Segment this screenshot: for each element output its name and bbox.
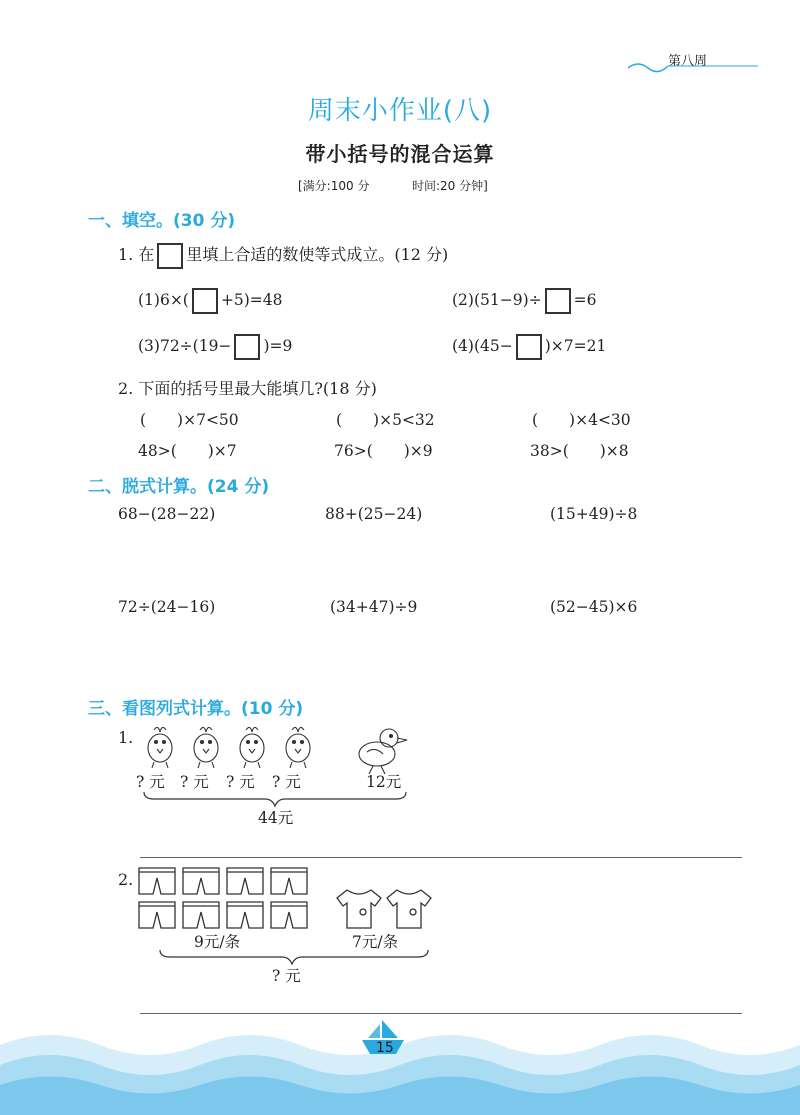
q1-suffix: 里填上合适的数使等式成立。(12 分) [186,245,449,264]
total-price-2: ? 元 [272,967,301,985]
total-price-1: 44元 [258,809,294,827]
time-limit: 时间:20 分钟] [412,179,488,193]
q1-item-3-right: )=9 [263,337,293,355]
q1-prefix: 1. 在 [118,245,155,264]
answer-box[interactable] [516,334,542,360]
chick-price-unknown: ? 元 [180,773,209,791]
q2-item[interactable]: ( )×7<50 [140,411,239,429]
shorts-icon [139,868,175,894]
duck-price: 12元 [366,773,402,791]
q1-instruction [118,242,448,269]
q2-item[interactable]: ( )×5<32 [336,411,435,429]
q2-item[interactable]: 38>( )×8 [530,442,629,460]
shorts-icon [227,868,263,894]
answer-box[interactable] [545,288,571,314]
q1-item-1 [138,288,282,314]
wave-footer-decoration [0,1010,800,1115]
shirt-unit-price: 7元/条 [352,933,399,951]
shorts-and-shirts-figure [135,864,445,934]
q1-item-1-right: +5)=48 [220,291,283,309]
q2-instruction: 2. 下面的括号里最大能填几?(18 分) [118,379,377,398]
calc-item: (34+47)÷9 [330,598,418,616]
section-2-heading: 二、脱式计算。(24 分) [88,477,270,497]
shorts-icon [227,902,263,928]
shorts-unit-price: 9元/条 [194,933,241,951]
section-3-heading: 三、看图列式计算。(10 分) [88,699,304,719]
shorts-icon [271,902,307,928]
blank-box [157,243,183,269]
week-wave-decoration [628,58,758,74]
chick-icon [286,727,310,768]
shorts-icon [183,868,219,894]
q1-item-1-left: (1)6×( [138,291,189,309]
shirt-icon [337,890,381,928]
q2-item[interactable]: 48>( )×7 [138,442,237,460]
calc-item: 68−(28−22) [118,505,216,523]
q1-item-4-right: )×7=21 [544,337,607,355]
problem-2-number: 2. [118,870,134,889]
problem-1-number: 1. [118,728,134,747]
page-subtitle: 带小括号的混合运算 [305,142,495,166]
calc-item: 72÷(24−16) [118,598,216,616]
shorts-icon [271,868,307,894]
shorts-icon [183,902,219,928]
q1-item-2-right: =6 [573,291,597,309]
chick-price-unknown: ? 元 [272,773,301,791]
full-score: [满分:100 分 [298,179,370,193]
section-1-heading: 一、填空。(30 分) [88,211,236,231]
calc-item: (15+49)÷8 [550,505,638,523]
shirt-icon [387,890,431,928]
chick-icon [148,727,172,768]
answer-line [140,857,742,858]
shorts-icon [139,902,175,928]
calc-item: (52−45)×6 [550,598,638,616]
q1-item-2-left: (2)(51−9)÷ [452,291,542,309]
page-title: 周末小作业(八) [307,96,493,126]
chick-price-unknown: ? 元 [226,773,255,791]
q1-item-3-left: (3)72÷(19− [138,337,232,355]
answer-box[interactable] [234,334,260,360]
week-label: 第八周 [668,54,708,69]
q2-item[interactable]: 76>( )×9 [334,442,433,460]
chick-price-unknown: ? 元 [136,773,165,791]
duck-icon [359,729,407,774]
q2-item[interactable]: ( )×4<30 [532,411,631,429]
answer-box[interactable] [192,288,218,314]
calc-item: 88+(25−24) [325,505,423,523]
chick-icon [240,727,264,768]
q1-item-3 [138,334,292,360]
chick-icon [194,727,218,768]
page-number: 15 [376,1040,394,1056]
q1-item-2 [452,288,596,314]
q1-item-4-left: (4)(45− [452,337,513,355]
q1-item-4 [452,334,606,360]
